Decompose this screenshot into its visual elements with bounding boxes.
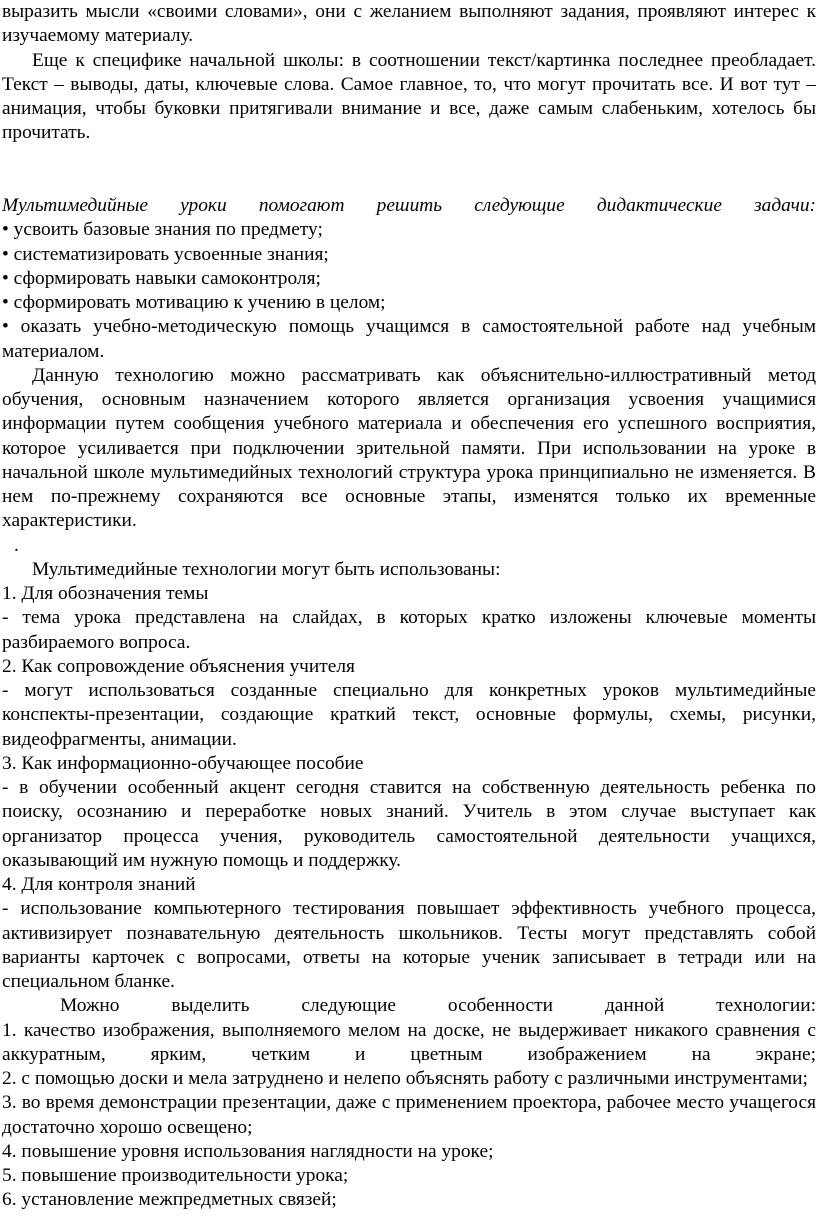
use-text: - в обучении особенный акцент сегодня ставится на собственную деятельность ребенка по поиску, осознанию и переработке новых знаний. Учитель в этом случае выступает как организатор процесса учения, руководитель самостоятельной деятельности учащихся, оказывающий им нужную помощь и поддержку. (2, 777, 816, 871)
use-text: - тема урока представлена на слайдах, в которых кратко изложены ключевые моменты разбираемого вопроса. (2, 607, 816, 653)
tasks-list (2, 218, 816, 364)
list-item: • оказать учебно-методическую помощь учащимся в самостоятельной работе над учебным материалом. (2, 316, 816, 362)
features-list (2, 1019, 816, 1213)
list-item: 4. повышение уровня использования наглядности на уроке; (2, 1140, 494, 1162)
tasks-heading: Мультимедийные уроки помогают решить следующие дидактические задачи: (2, 195, 816, 216)
use-title: 4. Для контроля знаний (2, 874, 196, 895)
uses-list (2, 582, 816, 994)
use-title: 2. Как сопровождение объяснения учителя (2, 655, 355, 677)
list-item: • сформировать навыки самоконтроля; (2, 267, 321, 289)
paragraph-primary-school: Еще к специфике начальной школы: в соотношении текст/картинка последнее преобладает. Текст – выводы, даты, ключевые слова. Самое главное, то, что могут прочитать все. И вот тут – анимация, чтобы буковки притягивали внимание и все, даже самым слабеньким, хотелось бы прочитать. (2, 49, 816, 144)
paragraph-technology: Данную технологию можно рассматривать как объяснительно-иллюстративный метод обучения, основным назначением которого является организация усвоения учащимися информации путем сообщения учебного материала и обеспечения его успешного восприятия, которое усиливается при подключении зрительной памяти. При использовании на уроке в начальной школе мультимедийных технологий структура урока принципиально не изменяется. В нем по-прежнему сохраняются все основные этапы, изменятся только их временные характеристики. (2, 364, 816, 532)
list-item: • систематизировать усвоенные знания; (2, 243, 329, 265)
list-item: • усвоить базовые знания по предмету; (2, 219, 323, 241)
stray-dot: . (14, 534, 19, 556)
paragraph-intro-end: выразить мысли «своими словами», они с желанием выполняют задания, проявляют интерес к изучаемому материалу. (2, 1, 816, 47)
use-title: 3. Как информационно-обучающее пособие (2, 752, 364, 774)
list-item: 6. установление межпредметных связей; (2, 1189, 337, 1211)
list-item: • сформировать мотивацию к учению в целом; (2, 292, 386, 313)
list-item: 5. повышение производительности урока; (2, 1165, 349, 1186)
list-item: 3. во время демонстрации презентации, даже с применением проектора, рабочее место учащегося достаточно хорошо освещено; (2, 1092, 816, 1138)
blank-space (2, 146, 816, 195)
use-title: 1. Для обозначения темы (2, 583, 209, 604)
features-heading: Можно выделить следующие особенности данной технологии: (60, 995, 816, 1017)
uses-intro: Мультимедийные технологии могут быть использованы: (32, 558, 501, 580)
list-item: 1. качество изображения, выполняемого мелом на доске, не выдерживает никакого сравнения с аккуратным, ярким, четким и цветным изображением на экране; (2, 1019, 816, 1065)
use-text: - использование компьютерного тестирования повышает эффективность учебного процесса, активизирует познавательную деятельность школьников. Тесты могут представлять собой варианты карточек с вопросами, ответы на которые ученик записывает в тетради или на специальном бланке. (2, 898, 816, 992)
list-item: 2. с помощью доски и мела затруднено и нелепо объяснять работу с различными инструментами; (2, 1068, 808, 1089)
use-text: - могут использоваться созданные специально для конкретных уроков мультимедийные конспекты-презентации, создающие краткий текст, основные формулы, схемы, рисунки, видеофрагменты, анимации. (2, 680, 816, 750)
